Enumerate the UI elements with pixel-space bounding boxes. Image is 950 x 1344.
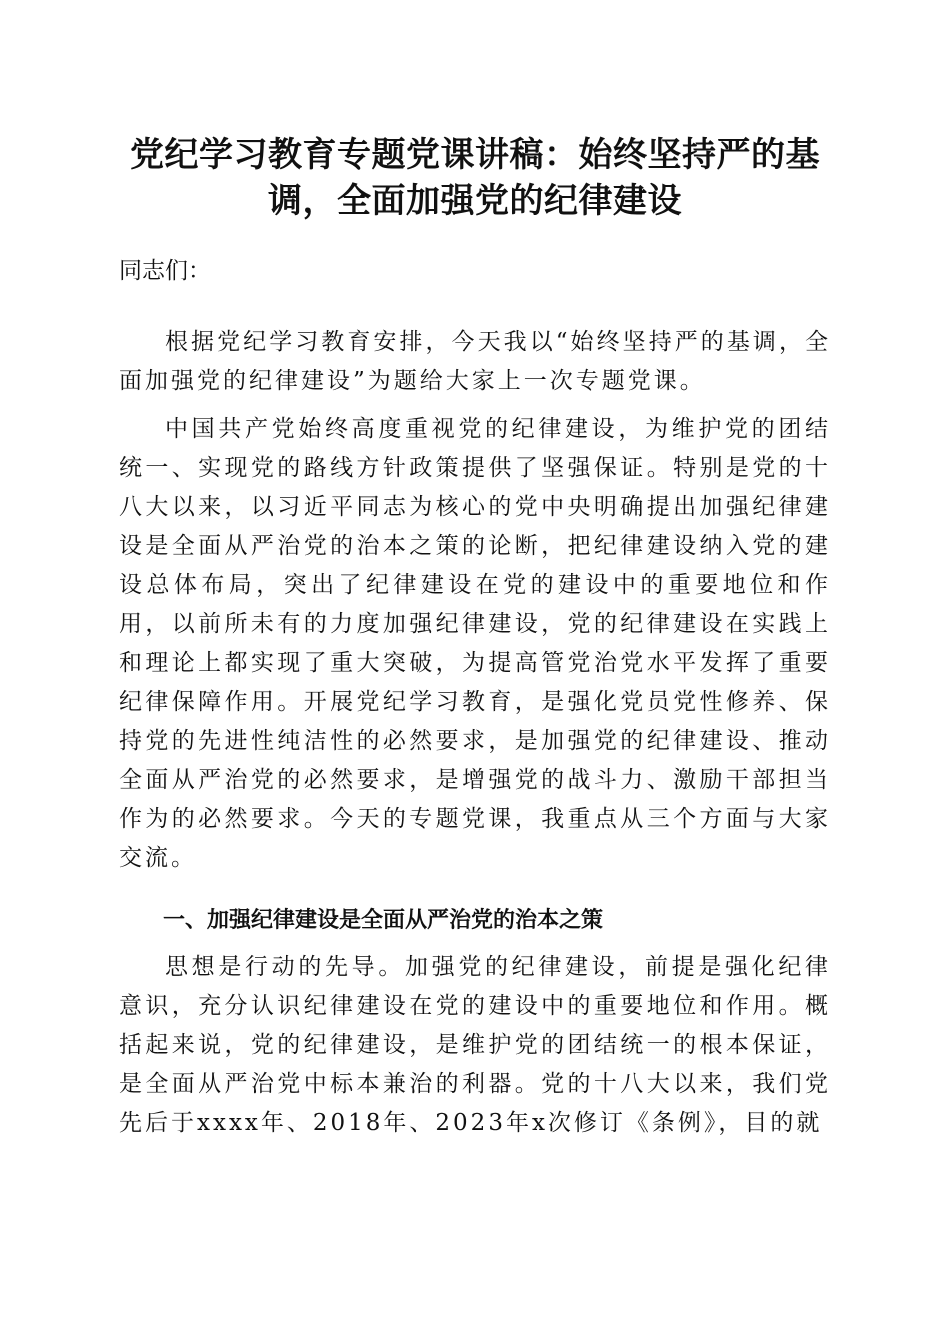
document-title: 党纪学习教育专题党课讲稿：始终坚持严的基调，全面加强党的纪律建设	[130, 135, 820, 221]
paragraph-section-1: 思想是行动的先导。加强党的纪律建设，前提是强化纪律意识，充分认识纪律建设在党的建设中的重要地位和作用。概括起来说，党的纪律建设，是维护党的团结统一的根本保证，是全面从严治党中标本兼治的利器。党的十八大以来，我们党先后于xxxx年、2018年、2023年x次修订《条例》，目的就	[119, 954, 831, 1136]
section-heading-1: 一、加强纪律建设是全面从严治党的治本之策	[163, 908, 604, 933]
paragraph-intro: 根据党纪学习教育安排，今天我以“始终坚持严的基调，全面加强党的纪律建设”为题给大家上一次专题党课。	[119, 329, 831, 394]
salutation: 同志们：	[119, 258, 211, 284]
paragraph-background: 中国共产党始终高度重视党的纪律建设，为维护党的团结统一、实现党的路线方针政策提供了坚强保证。特别是党的十八大以来，以习近平同志为核心的党中央明确提出加强纪律建设是全面从严治党的治本之策的论断，把纪律建设纳入党的建设总体布局，突出了纪律建设在党的建设中的重要地位和作用，以前所未有的力度加强纪律建设，党的纪律建设在实践上和理论上都实现了重大突破，为提高管党治党水平发挥了重要纪律保障作用。开展党纪学习教育，是强化党员党性修养、保持党的先进性纯洁性的必然要求，是加强党的纪律建设、推动全面从严治党的必然要求，是增强党的战斗力、激励干部担当作为的必然要求。今天的专题党课，我重点从三个方面与大家交流。	[119, 416, 831, 871]
